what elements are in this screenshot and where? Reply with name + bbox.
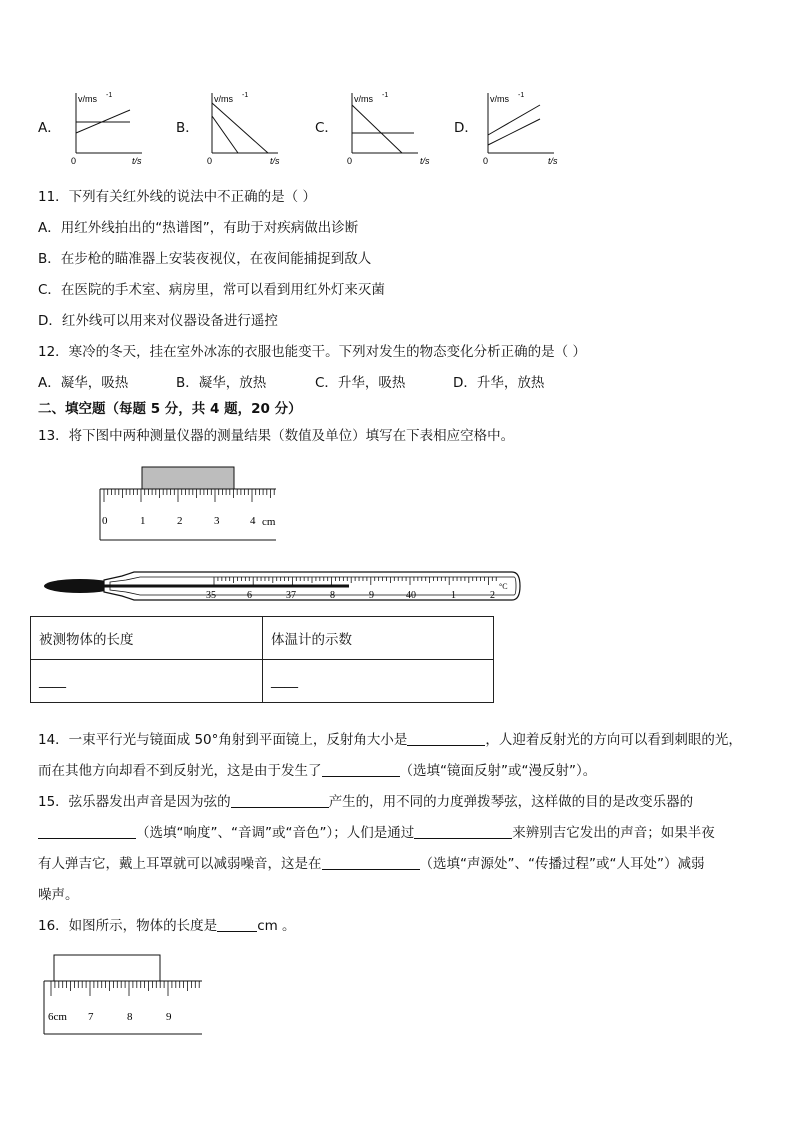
- thermometer-label: 1: [451, 590, 456, 601]
- x-axis-label: t/s: [132, 156, 142, 166]
- thermometer-label: 6: [247, 590, 252, 601]
- option-c-letter: C．: [315, 120, 338, 136]
- q12-option-b: B．凝华，放热: [176, 375, 267, 391]
- ruler-label: 8: [127, 1011, 133, 1023]
- q15-text: 来辨别吉它发出的声音；如果半夜: [512, 825, 715, 841]
- ruler-label: 0: [102, 515, 108, 527]
- q14-line1: [38, 730, 742, 750]
- measured-object: [142, 467, 234, 489]
- y-axis-unit-sup: -1: [242, 92, 249, 99]
- origin-label: 0: [483, 156, 489, 166]
- option-d-letter: D．: [454, 120, 478, 136]
- table-header-temperature: 体温计的示数: [263, 617, 494, 660]
- thermometer-label: 2: [490, 590, 495, 601]
- q15-text: 有人弹吉它，戴上耳罩就可以减弱噪音，这是在: [38, 856, 322, 872]
- y-axis-label: v/ms: [354, 94, 373, 104]
- y-axis-label: v/ms: [78, 94, 97, 104]
- x-axis-label: t/s: [548, 156, 558, 166]
- ruler-label: 3: [214, 515, 220, 527]
- q11-option-c: C．在医院的手术室、病房里，常可以看到用红外灯来灭菌: [38, 282, 385, 298]
- y-axis-label: v/ms: [214, 94, 233, 104]
- table-header-length: 被测物体的长度: [31, 617, 263, 660]
- section-heading: 二、填空题（每题 5 分，共 4 题，20 分）: [38, 401, 302, 417]
- q12-option-c: C．升华，吸热: [315, 375, 406, 391]
- q15-text: （选填“响度”、“音调”或“音色”）；人们是通过: [136, 825, 415, 841]
- thermometer-label: 37: [286, 590, 296, 601]
- q16-text: 16．如图所示，物体的长度是: [38, 918, 218, 934]
- y-axis-unit-sup: -1: [382, 92, 389, 99]
- q16-blank[interactable]: [217, 917, 257, 932]
- q11-option-d: D．红外线可以用来对仪器设备进行遥控: [38, 313, 278, 329]
- q16-text: cm 。: [257, 918, 296, 934]
- answer-cell-temperature[interactable]: ____: [263, 660, 494, 703]
- q11-option-a: A．用红外线拍出的“热谱图”，有助于对疾病做出诊断: [38, 220, 359, 236]
- q14-blank-2[interactable]: [322, 762, 400, 777]
- ruler-unit: cm: [262, 516, 276, 528]
- graph-b: [198, 88, 298, 170]
- q15-line2: [38, 823, 715, 843]
- ruler-ticks: [104, 489, 274, 502]
- clinical-thermometer: [44, 568, 524, 606]
- ruler-label: 9: [166, 1011, 172, 1023]
- q15-blank-1[interactable]: [231, 793, 329, 808]
- x-axis-label: t/s: [420, 156, 430, 166]
- thermometer-unit: °C: [499, 582, 508, 591]
- q11-option-b: B．在步枪的瞄准器上安装夜视仪，在夜间能捕捉到敌人: [38, 251, 372, 267]
- q16-stem: [38, 916, 296, 936]
- q16-ruler: [40, 952, 210, 1036]
- ruler-label: 4: [250, 515, 256, 527]
- ruler-label: 7: [88, 1011, 94, 1023]
- q15-line4: 噪声。: [38, 887, 79, 903]
- q15-blank-2[interactable]: [38, 824, 136, 839]
- x-axis-label: t/s: [270, 156, 280, 166]
- q13-answer-table: [30, 616, 494, 703]
- q14-text: 而在其他方向却看不到反射光，这是由于发生了: [38, 763, 322, 779]
- thermometer-label: 40: [406, 590, 416, 601]
- origin-label: 0: [71, 156, 77, 166]
- origin-label: 0: [347, 156, 353, 166]
- thermometer-label: 8: [330, 590, 335, 601]
- measured-object: [54, 955, 160, 981]
- q13-ruler: [96, 464, 296, 542]
- ruler-ticks: [51, 981, 199, 996]
- ruler-label: 1: [140, 515, 146, 527]
- y-axis-unit-sup: -1: [106, 92, 113, 99]
- q14-blank-1[interactable]: [407, 731, 485, 746]
- q13-stem: 13．将下图中两种测量仪器的测量结果（数值及单位）填写在下表相应空格中。: [38, 428, 515, 444]
- option-a-letter: A．: [38, 120, 61, 136]
- q12-stem: 12．寒冷的冬天，挂在室外冰冻的衣服也能变干。下列对发生的物态变化分析正确的是（ ）: [38, 344, 586, 360]
- option-b-letter: B．: [176, 120, 199, 136]
- graph-a: [62, 88, 162, 170]
- q15-line3: [38, 854, 704, 874]
- thermometer-label: 9: [369, 590, 374, 601]
- answer-cell-length[interactable]: ____: [31, 660, 263, 703]
- origin-label: 0: [207, 156, 213, 166]
- y-axis-unit-sup: -1: [518, 92, 525, 99]
- q15-text: 15．弦乐器发出声音是因为弦的: [38, 794, 231, 810]
- q14-text: ，人迎着反射光的方向可以看到刺眼的光，: [485, 732, 742, 748]
- q14-text: （选填“镜面反射”或“漫反射”）。: [399, 763, 597, 779]
- q15-text: （选填“声源处”、“传播过程”或“人耳处”）减弱: [419, 856, 705, 872]
- q12-option-d: D．升华，放热: [453, 375, 545, 391]
- q15-text: 产生的，用不同的力度弹拨琴弦，这样做的目的是改变乐器的: [328, 794, 694, 810]
- q11-stem: 11．下列有关红外线的说法中不正确的是（ ）: [38, 189, 316, 205]
- q15-blank-3[interactable]: [414, 824, 512, 839]
- y-axis-label: v/ms: [490, 94, 509, 104]
- graph-d: [474, 88, 574, 170]
- q12-option-a: A．凝华，吸热: [38, 375, 129, 391]
- q14-text: 14．一束平行光与镜面成 50°角射到平面镜上，反射角大小是: [38, 732, 408, 748]
- ruler-label: 6cm: [48, 1011, 67, 1023]
- thermometer-label: 35: [206, 590, 216, 601]
- ruler-label: 2: [177, 515, 183, 527]
- q15-blank-4[interactable]: [322, 855, 420, 870]
- graph-c: [338, 88, 438, 170]
- q14-line2: [38, 761, 596, 781]
- q15-line1: [38, 792, 693, 812]
